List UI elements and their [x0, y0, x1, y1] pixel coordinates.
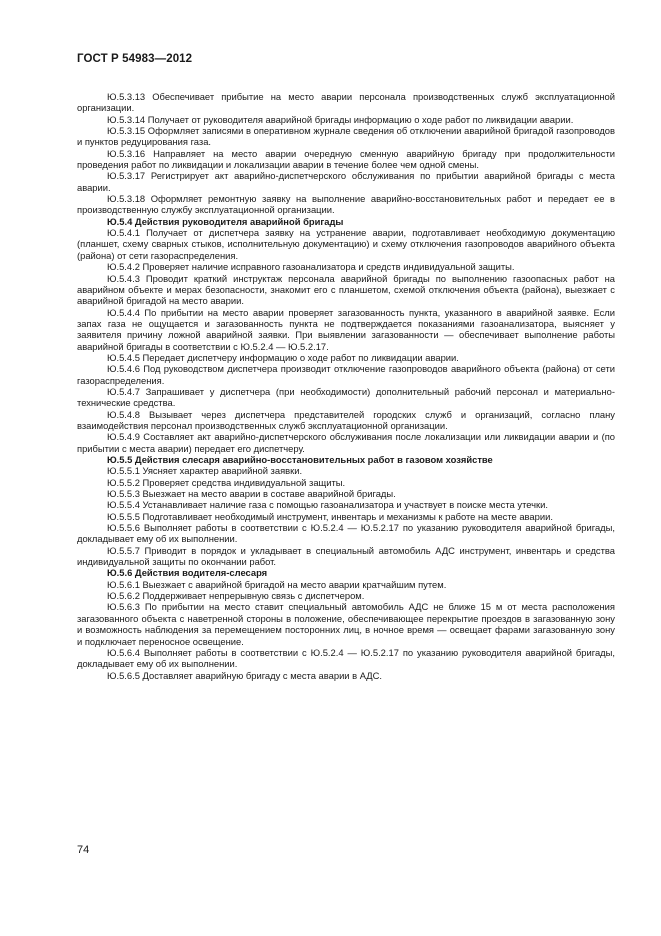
section-heading: Ю.5.4 Действия руководителя аварийной бригады [107, 215, 344, 227]
page-number: 74 [77, 844, 90, 856]
clause-paragraph: Ю.5.4.7 Запрашивает у диспетчера (при необходимости) дополнительный рабочий персонал и материально-технические средства. [77, 385, 615, 409]
clause-paragraph: Ю.5.3.14 Получает от руководителя аварийной бригады информацию о ходе работ по ликвидации аварии. [107, 113, 574, 125]
clause-paragraph: Ю.5.5.3 Выезжает на место аварии в составе аварийной бригады. [107, 488, 396, 500]
section-heading: Ю.5.5 Действия слесаря аварийно-восстановительных работ в газовом хозяйстве [107, 454, 493, 465]
clause-paragraph: Ю.5.6.2 Поддерживает непрерывную связь с диспетчером. [107, 590, 365, 602]
clause-paragraph: Ю.5.6.4 Выполняет работы в соответствии с Ю.5.2.4 — Ю.5.2.17 по указанию руководителя аварийной бригады, докладывает ему об их выполнении. [77, 646, 615, 670]
section-heading: Ю.5.6 Действия водителя-слесаря [107, 567, 268, 579]
clause-paragraph: Ю.5.3.15 Оформляет записями в оперативном журнале сведения об отключении аварийной бригадой газопроводов и пунктов редуцирования газа. [77, 125, 615, 148]
clause-paragraph: Ю.5.5.2 Проверяет средства индивидуальной защиты. [107, 476, 346, 488]
document-body [77, 91, 615, 681]
clause-paragraph: Ю.5.3.17 Регистрирует акт аварийно-диспетчерского обслуживания по прибытии аварийной бригады с места аварии. [77, 170, 615, 193]
clause-paragraph: Ю.5.3.13 Обеспечивает прибытие на место аварии персонала производственных служб эксплуатационной организации. [77, 91, 615, 114]
clause-paragraph: Ю.5.6.5 Доставляет аварийную бригаду с места аварии в АДС. [107, 669, 383, 681]
clause-paragraph: Ю.5.4.5 Передает диспетчеру информацию о ходе работ по ликвидации аварии. [107, 351, 459, 363]
clause-paragraph: Ю.5.3.16 Направляет на место аварии очередную сменную аварийную бригаду при продолжительности проведения работ по ликвидации и локализации аварии в течение более чем одной смены. [77, 147, 615, 171]
clause-paragraph: Ю.5.5.7 Приводит в порядок и укладывает в специальный автомобиль АДС инструмент, инвентарь и средства индивидуальной защиты по окончании работ. [77, 544, 615, 568]
document-header: ГОСТ Р 54983—2012 [77, 53, 193, 65]
clause-paragraph: Ю.5.4.1 Получает от диспетчера заявку на устранение аварии, подготавливает необходимую документацию (планшет, схему сварных стыков, исполнительную документацию) и схему отключения газопроводов аварийного объекта (района) от сети газораспределения. [77, 227, 615, 261]
clause-paragraph: Ю.5.4.9 Составляет акт аварийно-диспетчерского обслуживания после локализации или ликвидации аварии и (по прибытии с места аварии) передает его диспетчеру. [77, 431, 615, 454]
clause-paragraph: Ю.5.4.8 Вызывает через диспетчера представителей городских служб и организаций, согласно плану взаимодействия персонал производственных служб эксплуатационной организации. [77, 408, 615, 431]
clause-paragraph: Ю.5.5.1 Уясняет характер аварийной заявки. [107, 465, 303, 477]
clause-paragraph: Ю.5.5.4 Устанавливает наличие газа с помощью газоанализатора и участвует в поиске места утечки. [107, 499, 548, 511]
clause-paragraph: Ю.5.4.3 Проводит краткий инструктаж персонала аварийной бригады по выполнению газоопасных работ на аварийном объекте и мерах безопасности, знакомит его с планшетом, схемой отключения объекта (района), выезжает с аварийной бригадой на место аварии. [77, 272, 615, 307]
clause-paragraph: Ю.5.6.1 Выезжает с аварийной бригадой на место аварии кратчайшим путем. [107, 578, 447, 590]
clause-paragraph: Ю.5.4.2 Проверяет наличие исправного газоанализатора и средств индивидуальной защиты. [107, 261, 515, 273]
clause-paragraph: Ю.5.5.6 Выполняет работы в соответствии с Ю.5.2.4 — Ю.5.2.17 по указанию руководителя аварийной бригады, докладывает ему об их выполнении. [77, 522, 615, 545]
clause-paragraph: Ю.5.5.5 Подготавливает необходимый инструмент, инвентарь и механизмы к работе на месте аварии. [107, 510, 553, 522]
clause-paragraph: Ю.5.4.4 По прибытии на место аварии проверяет загазованность пункта, указанного в аварийной заявке. Если запах газа не ощущается и загазованность пункта не подтверждается показаниями газоанализатора, выясняет у заявителя причину ложной аварийной заявки. При выявлении загазованности — обеспечивает выполнение работы аварийной бригады в соответствии с Ю.5.2.4 — Ю.5.2.17. [77, 306, 615, 352]
clause-paragraph: Ю.5.4.6 Под руководством диспетчера производит отключение газопроводов аварийного объекта (района) от сети газораспределения. [77, 363, 615, 386]
clause-paragraph: Ю.5.6.3 По прибытии на место ставит специальный автомобиль АДС не ближе 15 м от места расположения загазованного объекта с наветренной стороны в положение, обеспечивающее перекрытие проездов в загазованную зону и возможность наблюдения за перемещением посторонних лиц, в ночное время — освещает фарами загазованную зону и подключает переносное освещение. [77, 601, 615, 647]
clause-paragraph: Ю.5.3.18 Оформляет ремонтную заявку на выполнение аварийно-восстановительных работ и передает ее в производственную службу эксплуатационной организации. [77, 193, 615, 216]
